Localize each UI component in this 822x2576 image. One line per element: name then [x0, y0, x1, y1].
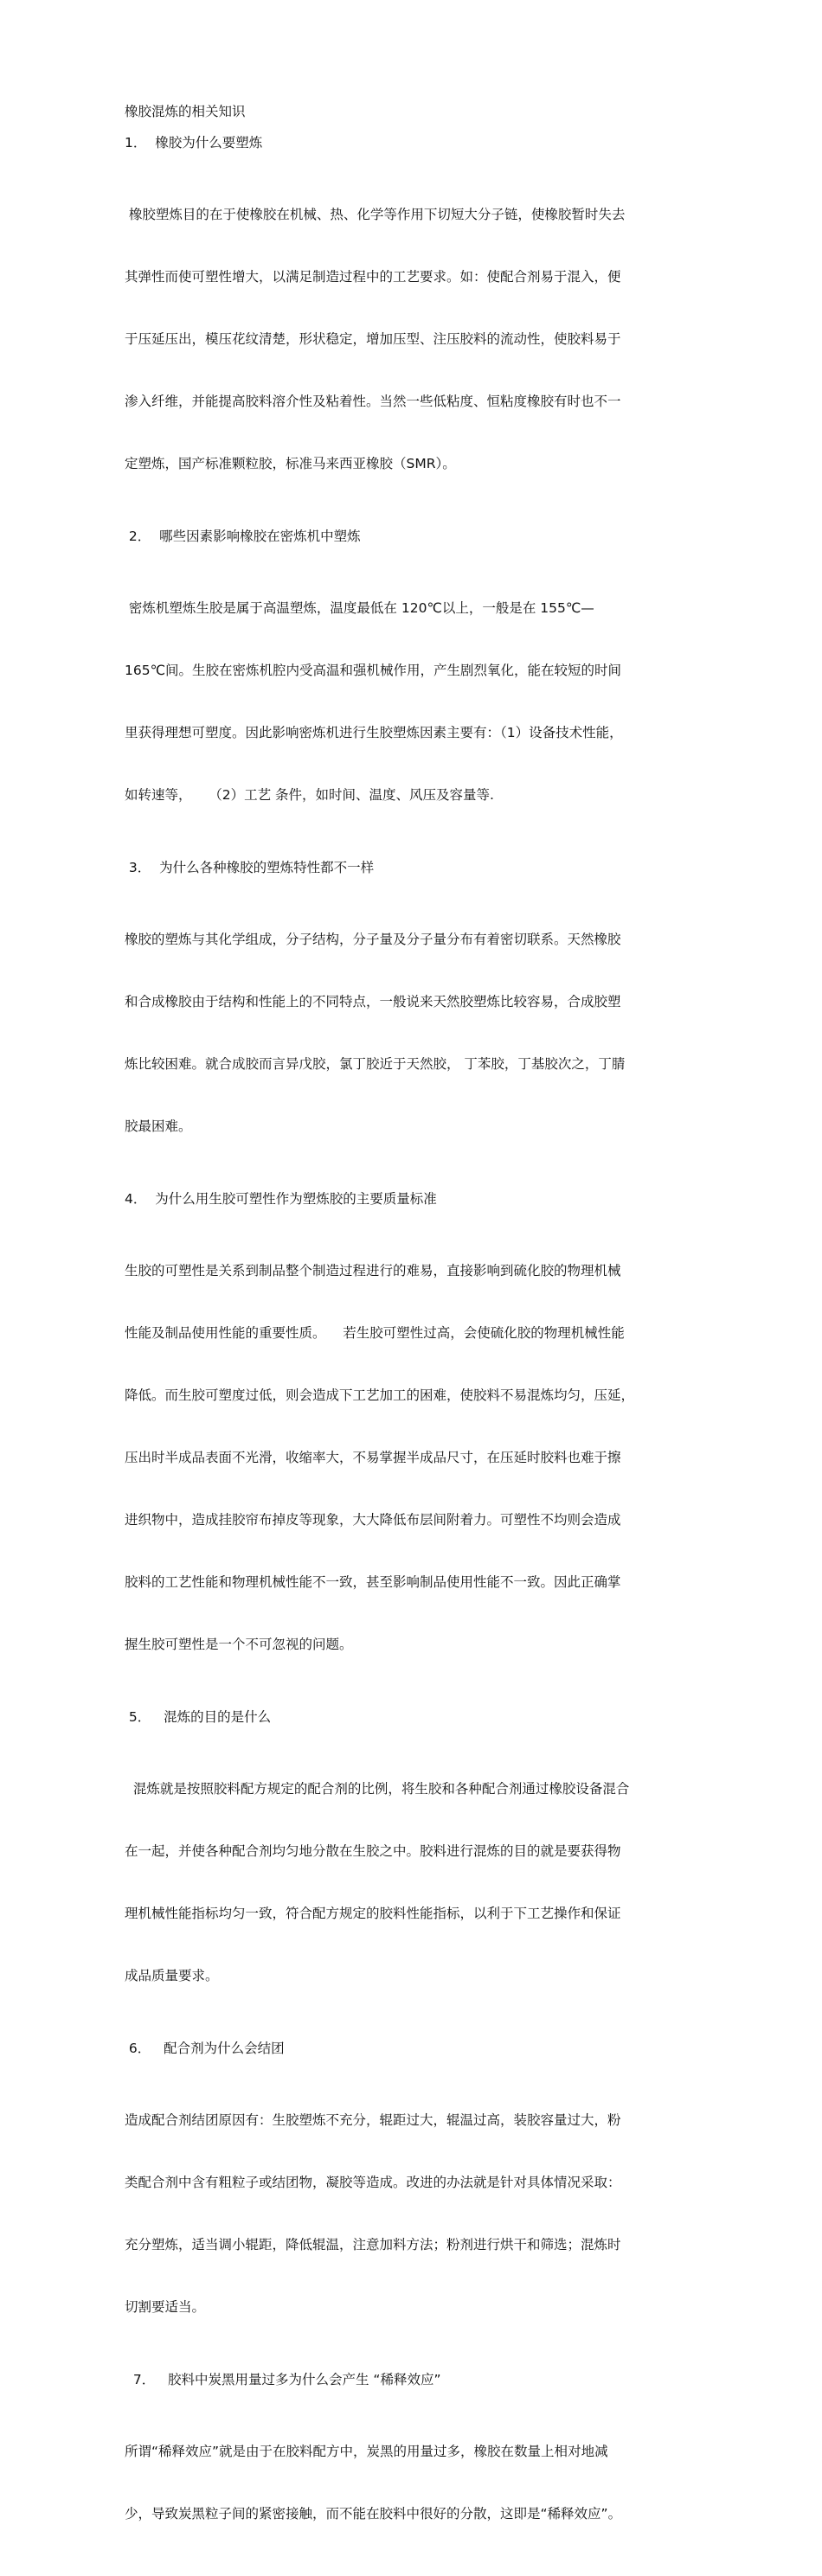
section-answer [125, 1219, 699, 1696]
section-question: 3． 为什么各种橡胶的塑炼特性都不一样 [125, 860, 375, 875]
answer-line: 充分塑炼，适当调小辊距，降低辊温，注意加料方法；粉剂进行烘干和筛选；混炼时 [125, 2237, 621, 2252]
section-5 [125, 1707, 699, 2028]
answer-line: 胶最困难。 [125, 1118, 192, 1134]
answer-line: 于压延压出，模压花纹清楚，形状稳定，增加压型、注压胶料的流动性，使胶料易于 [125, 331, 621, 347]
answer-line: 切割要适当。 [125, 2299, 206, 2315]
answer-line: 如转速等， （2）工艺 条件，如时间、温度、风压及容量等. [125, 787, 494, 803]
answer-line: 和合成橡胶由于结构和性能上的不同特点，一般说来天然胶塑炼比较容易，合成胶塑 [125, 994, 621, 1009]
answer-line: 进织物中，造成挂胶帘布掉皮等现象，大大降低布层间附着力。可塑性不均则会造成 [125, 1512, 621, 1528]
answer-line: 成品质量要求。 [125, 1968, 219, 1983]
answer-line: 理机械性能指标均匀一致，符合配方规定的胶料性能指标，以利于下工艺操作和保证 [125, 1906, 621, 1921]
section-2 [125, 526, 699, 847]
answer-line: 橡胶塑炼目的在于使橡胶在机械、热、化学等作用下切短大分子链，使橡胶暂时失去 [125, 207, 626, 222]
section-question: 5． 混炼的目的是什么 [125, 1709, 272, 1725]
section-answer [125, 2068, 699, 2359]
document-body [125, 101, 699, 2576]
answer-line: 165℃间。生胶在密炼机腔内受高温和强机械作用，产生剧烈氧化，能在较短的时间 [125, 663, 621, 678]
section-answer [125, 556, 699, 847]
answer-line: 类配合剂中含有粗粒子或结团物，凝胶等造成。改进的办法就是针对具体情况采取： [125, 2175, 621, 2190]
answer-line: 生胶的可塑性是关系到制品整个制造过程进行的难易，直接影响到硫化胶的物理机械 [125, 1263, 621, 1278]
answer-line: 里获得理想可塑度。因此影响密炼机进行生胶塑炼因素主要有：（1）设备技术性能， [125, 725, 623, 740]
answer-line: 造成配合剂结团原因有：生胶塑炼不充分，辊距过大，辊温过高，装胶容量过大，粉 [125, 2112, 621, 2128]
answer-line: 混炼就是按照胶料配方规定的配合剂的比例，将生胶和各种配合剂通过橡胶设备混合 [125, 1781, 630, 1797]
answer-line: 胶料的工艺性能和物理机械性能不一致，甚至影响制品使用性能不一致。因此正确掌 [125, 1574, 621, 1590]
answer-line: 密炼机塑炼生胶是属于高温塑炼，温度最低在 120℃以上，一般是在 155℃— [125, 600, 594, 616]
section-6 [125, 2038, 699, 2359]
section-answer [125, 1737, 699, 2028]
answer-line: 其弹性而使可塑性增大，以满足制造过程中的工艺要求。如：使配合剂易于混入，便 [125, 269, 621, 285]
answer-line: 炼比较困难。就合成胶而言异戊胶，氯丁胶近于天然胶， 丁苯胶，丁基胶次之，丁腈 [125, 1056, 626, 1072]
section-3 [125, 857, 699, 1178]
answer-line: 橡胶的塑炼与其化学组成，分子结构，分子量及分子量分布有着密切联系。天然橡胶 [125, 932, 621, 947]
answer-line: 性能及制品使用性能的重要性质。 若生胶可塑性过高，会使硫化胶的物理机械性能 [125, 1325, 625, 1341]
answer-line: 少，导致炭黑粒子间的紧密接触，而不能在胶料中很好的分散，这即是“稀释效应”。 [125, 2506, 622, 2522]
section-answer [125, 2400, 699, 2566]
section-4 [125, 1189, 699, 1696]
answer-line: 所谓“稀释效应”就是由于在胶料配方中，炭黑的用量过多，橡胶在数量上相对地减 [125, 2444, 608, 2459]
section-answer [125, 888, 699, 1178]
answer-line: 握生胶可塑性是一个不可忽视的问题。 [125, 1637, 353, 1652]
document-title: 橡胶混炼的相关知识 [125, 104, 246, 119]
section-question: 7． 胶料中炭黑用量过多为什么会产生 “稀释效应” [125, 2372, 441, 2387]
answer-line: 在一起，并使各种配合剂均匀地分散在生胶之中。胶料进行混炼的目的就是要获得物 [125, 1843, 621, 1859]
answer-line: 渗入纤维，并能提高胶料溶介性及粘着性。当然一些低粘度、恒粘度橡胶有时也不一 [125, 394, 621, 409]
answer-line: 压出时半成品表面不光滑，收缩率大，不易掌握半成品尺寸，在压延时胶料也难于擦 [125, 1450, 621, 1465]
section-question: 1． 橡胶为什么要塑炼 [125, 135, 263, 151]
section-question: 4． 为什么用生胶可塑性作为塑炼胶的主要质量标准 [125, 1191, 437, 1207]
answer-line: 定塑炼，国产标准颗粒胶，标准马来西亚橡胶（SMR）。 [125, 456, 456, 471]
section-question: 6． 配合剂为什么会结团 [125, 2041, 285, 2056]
section-question: 2． 哪些因素影响橡胶在密炼机中塑炼 [125, 529, 361, 544]
section-answer [125, 163, 699, 516]
section-7 [125, 2369, 699, 2566]
answer-line: 降低。而生胶可塑度过低，则会造成下工艺加工的困难，使胶料不易混炼均匀，压延， [125, 1387, 635, 1403]
section-1 [125, 132, 699, 516]
